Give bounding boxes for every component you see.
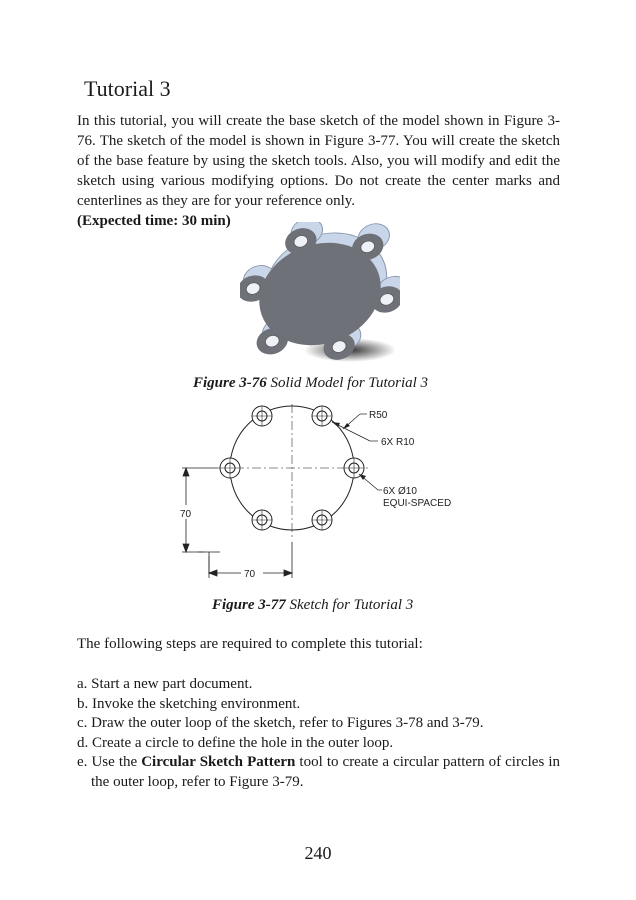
leaders xyxy=(332,414,382,490)
expected-time: (Expected time: 30 min) xyxy=(77,213,231,229)
figure-76-caption xyxy=(193,375,428,392)
dim-equi-spaced: EQUI-SPACED xyxy=(383,498,452,509)
figure-77-text: Sketch for Tutorial 3 xyxy=(285,597,414,613)
list-item: c. Draw the outer loop of the sketch, refer to Figures 3-78 and 3-79. xyxy=(77,715,484,731)
dim-r50: R50 xyxy=(369,410,388,421)
page-number: 240 xyxy=(304,843,332,863)
steps-intro: The following steps are required to complete this tutorial: xyxy=(77,636,423,652)
figure-76-text: Solid Model for Tutorial 3 xyxy=(266,375,429,391)
intro-paragraph xyxy=(77,111,560,231)
page-title: Tutorial 3 xyxy=(84,76,171,101)
steps-list xyxy=(77,675,560,792)
dim-70-vertical: 70 xyxy=(180,509,192,520)
solid-model-figure xyxy=(240,222,400,372)
list-item: d. Create a circle to define the hole in the outer loop. xyxy=(77,734,394,751)
figure-76-label: Figure 3-76 xyxy=(193,375,267,391)
dim-r10: 6X R10 xyxy=(381,437,415,448)
dim-hole-diameter: 6X Ø10 xyxy=(383,486,417,497)
figure-77-label: Figure 3-77 xyxy=(212,597,286,613)
list-item xyxy=(77,753,560,792)
list-item: a. Start a new part document. xyxy=(77,676,253,692)
step-e-prefix: e. Use the xyxy=(77,754,142,770)
sketch-figure xyxy=(170,402,470,584)
figure-77-caption xyxy=(212,597,413,614)
intro-text: In this tutorial, you will create the base sketch of the model shown in Figure 3-76. The sketch of the model is shown in Figure 3-77. You will create the sketch of the base feature by using the sketch tools. Also, you will modify and edit the sketch using various modifying options. Do not create the center marks and centerlines as they are for your reference only. xyxy=(77,113,560,209)
step-e-suffix: tool to create a circular pattern of circles in the outer loop, refer to Figure 3-79. xyxy=(91,754,561,790)
dim-70-horizontal: 70 xyxy=(244,569,256,580)
step-e-tool: Circular Sketch Pattern xyxy=(141,754,296,770)
list-item: b. Invoke the sketching environment. xyxy=(77,695,301,712)
